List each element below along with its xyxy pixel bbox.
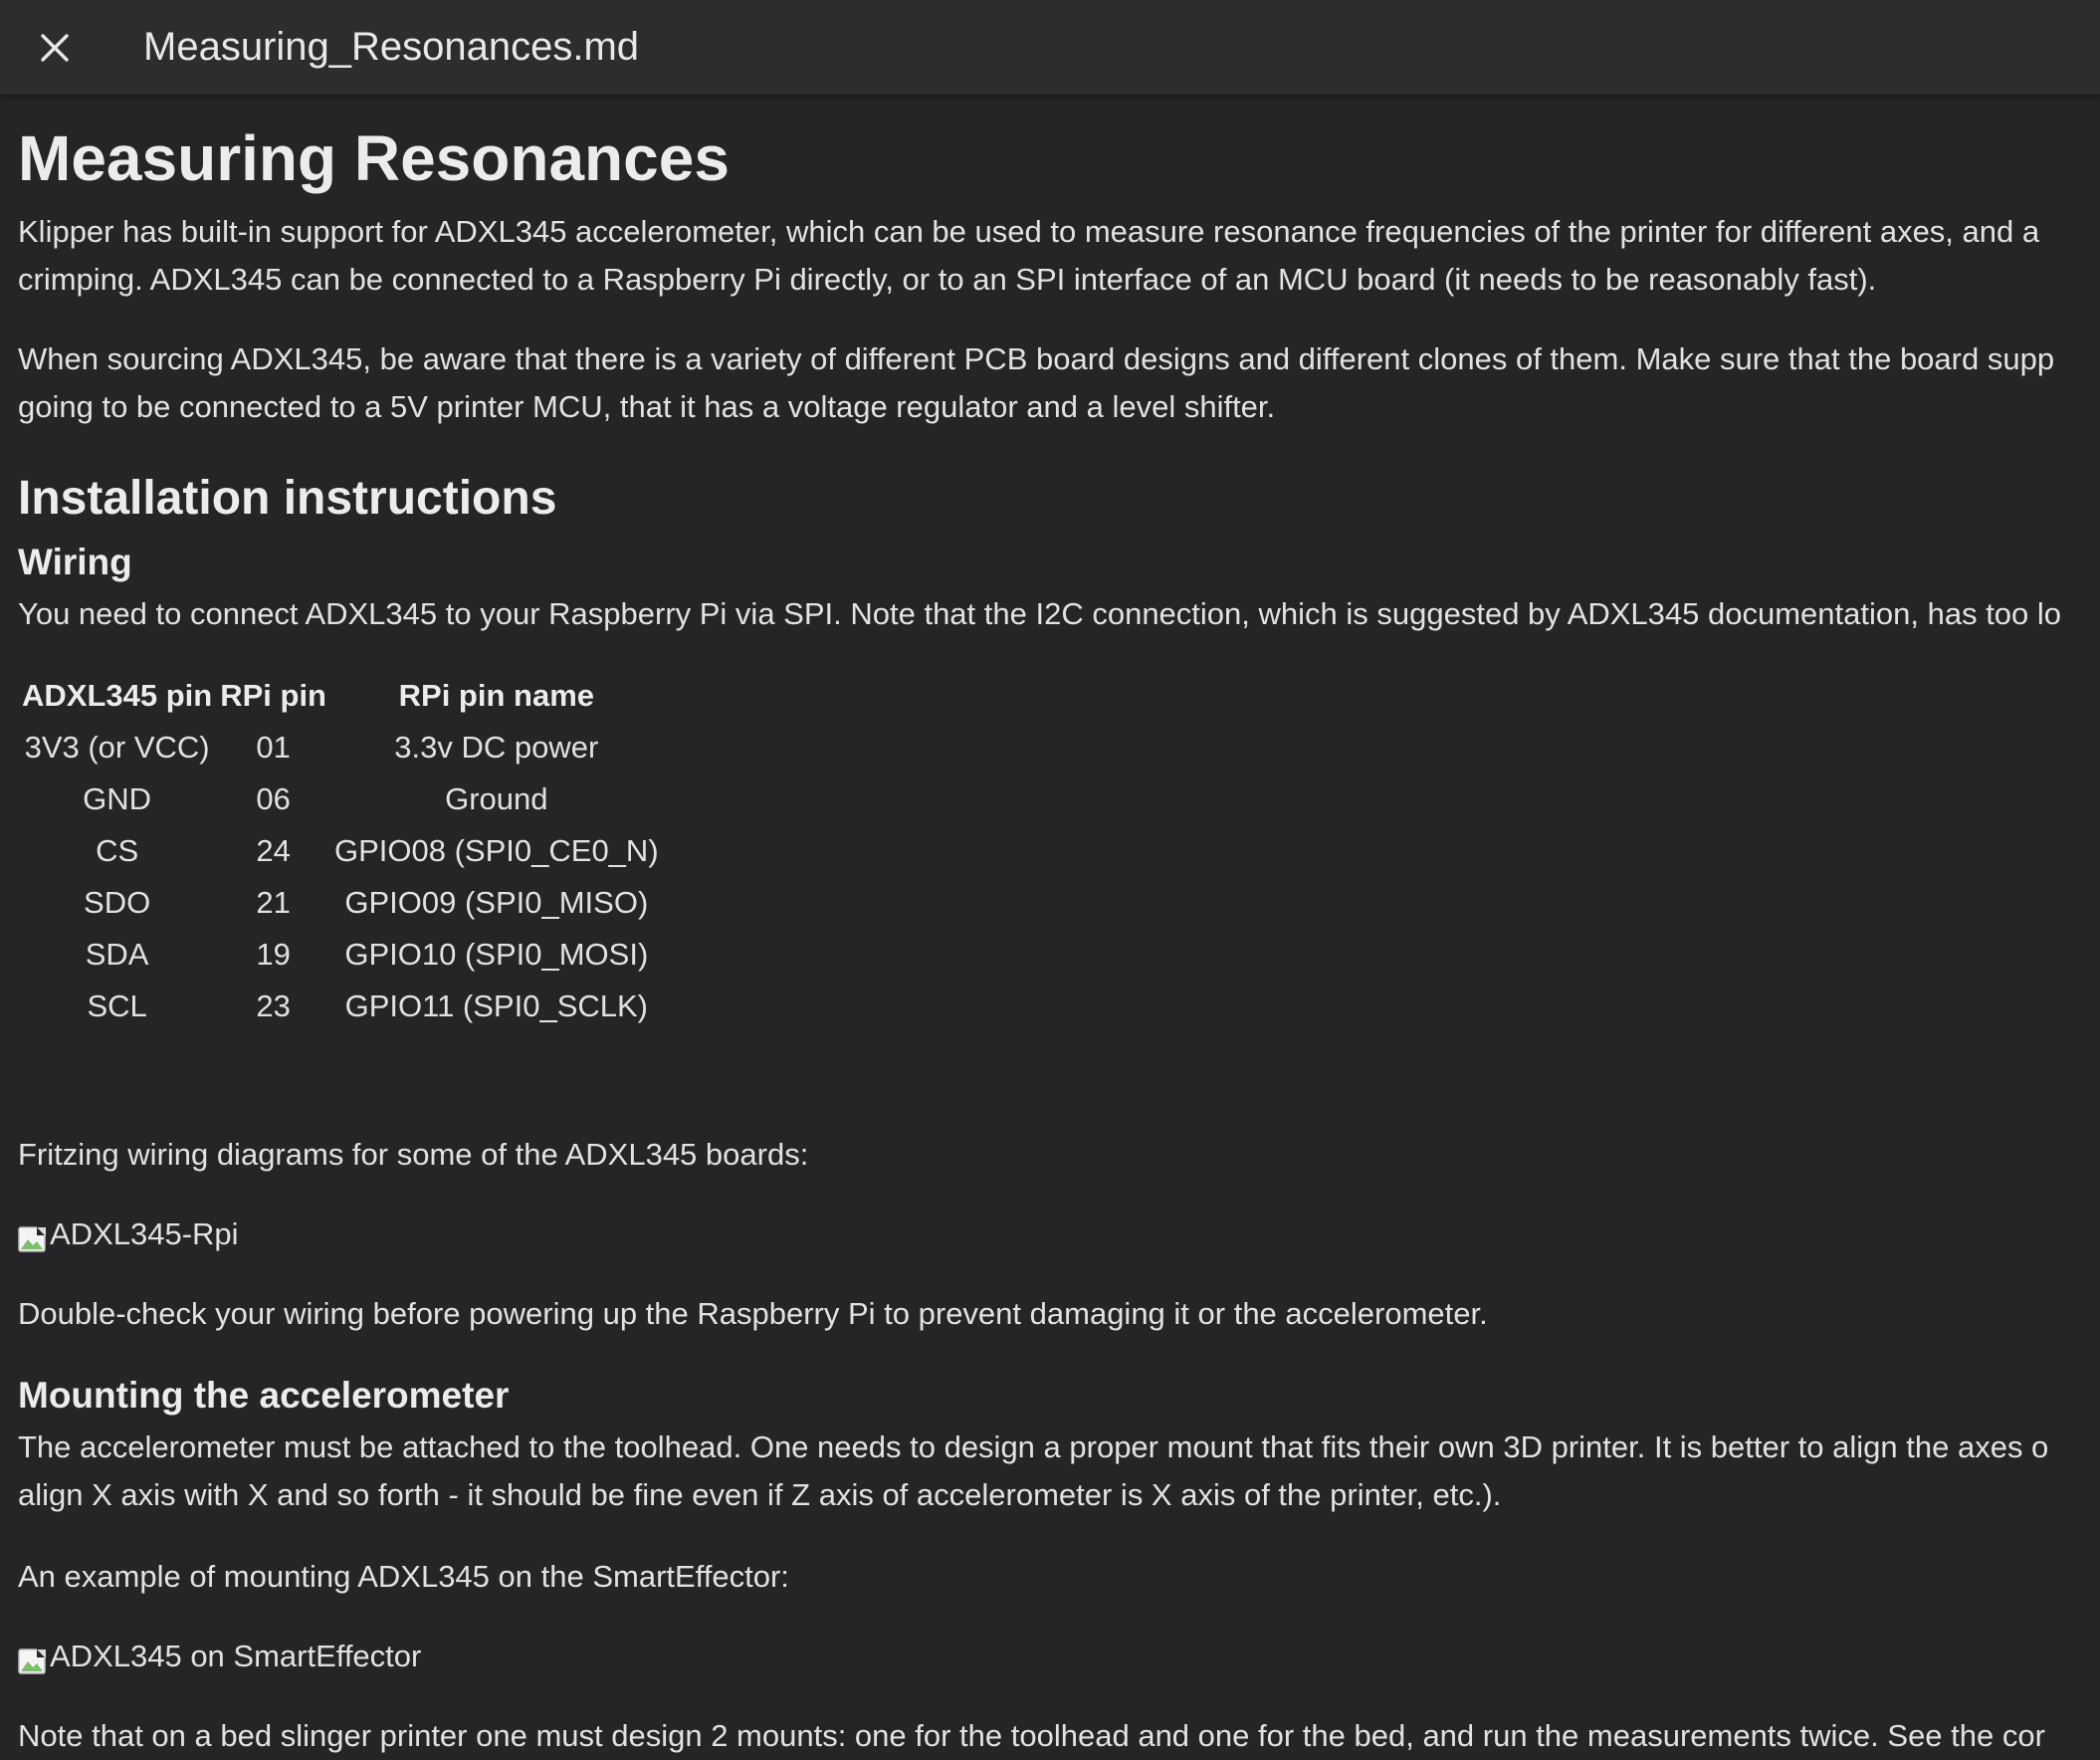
wiring-heading: Wiring [18,542,132,582]
pin-table [18,670,663,1032]
page-title: Measuring Resonances [18,122,730,194]
table-row [18,877,663,929]
intro-line-2: crimping. ADXL345 can be connected to a Raspberry Pi directly, or to an SPI interface of an MCU board (it needs to be reasonably fast). [18,262,1877,297]
double-check-text: Double-check your wiring before powering up the Raspberry Pi to prevent damaging it or the accelerometer. [18,1296,1488,1331]
table-cell: 01 [256,730,291,765]
sourcing-line-2: going to be connected to a 5V printer MCU, that it has a voltage regulator and a level shifter. [18,389,1276,424]
table-row [18,773,663,825]
mounting-heading: Mounting the accelerometer [18,1375,510,1416]
table-cell: GPIO11 (SPI0_SCLK) [344,989,649,1023]
table-cell: SDO [84,885,151,920]
mounting-line-1: The accelerometer must be attached to the toolhead. One needs to design a proper mount that fits their own 3D printer. It is better to align the axes o [18,1430,2049,1464]
table-cell: 23 [256,989,291,1023]
intro-line-1: Klipper has built-in support for ADXL345 accelerometer, which can be used to measure resonance frequencies of the printer for different axes, and a [18,214,2040,249]
column-header: RPi pin name [398,678,594,713]
table-cell: GPIO08 (SPI0_CE0_N) [334,833,659,868]
table-cell: GPIO09 (SPI0_MISO) [344,885,649,920]
table-cell: 06 [256,781,291,816]
document-title: Measuring_Resonances.md [143,25,640,69]
table-row [18,981,663,1032]
fritzing-text: Fritzing wiring diagrams for some of the ADXL345 boards: [18,1137,809,1172]
sourcing-line-1: When sourcing ADXL345, be aware that there is a variety of different PCB board designs and different clones of them. Make sure that the board supp [18,341,2055,376]
table-row [18,929,663,981]
table-cell: 3V3 (or VCC) [24,730,210,765]
smarteffector-image [18,1633,421,1680]
table-cell: GND [83,781,152,816]
table-cell: CS [96,833,139,868]
table-cell: SCL [87,989,147,1023]
table-header-row [18,670,663,722]
table-cell: Ground [445,781,548,816]
mounting-line-2: align X axis with X and so forth - it should be fine even if Z axis of accelerometer is X axis of the printer, etc.). [18,1477,1502,1512]
installation-heading: Installation instructions [18,472,557,525]
bedslinger-text: Note that on a bed slinger printer one must design 2 mounts: one for the toolhead and one for the bed, and run the measurements twice. See the cor [18,1718,2045,1753]
markdown-preview[interactable] [18,95,2100,1753]
table-row [18,825,663,877]
column-header: ADXL345 pin [22,678,213,713]
table-cell: GPIO10 (SPI0_MOSI) [344,937,649,972]
wiring-text: You need to connect ADXL345 to your Raspberry Pi via SPI. Note that the I2C connection, which is suggested by ADXL345 documentation, has too lo [18,596,2062,631]
table-row [18,722,663,773]
column-header: RPi pin [220,678,326,713]
table-cell: SDA [85,937,149,972]
example-text: An example of mounting ADXL345 on the SmartEffector: [18,1559,789,1594]
table-cell: 19 [256,937,291,972]
broken-image-icon [18,1643,48,1670]
title-bar [0,0,2100,95]
close-button[interactable] [26,20,84,76]
broken-image-icon [18,1220,48,1248]
close-icon [39,32,71,64]
image-alt-text: ADXL345 on SmartEffector [50,1639,422,1673]
table-cell: 24 [256,833,291,868]
wiring-diagram-image [18,1210,239,1258]
image-alt-text: ADXL345-Rpi [50,1216,239,1251]
table-cell: 21 [256,885,291,920]
table-cell: 3.3v DC power [394,730,599,765]
